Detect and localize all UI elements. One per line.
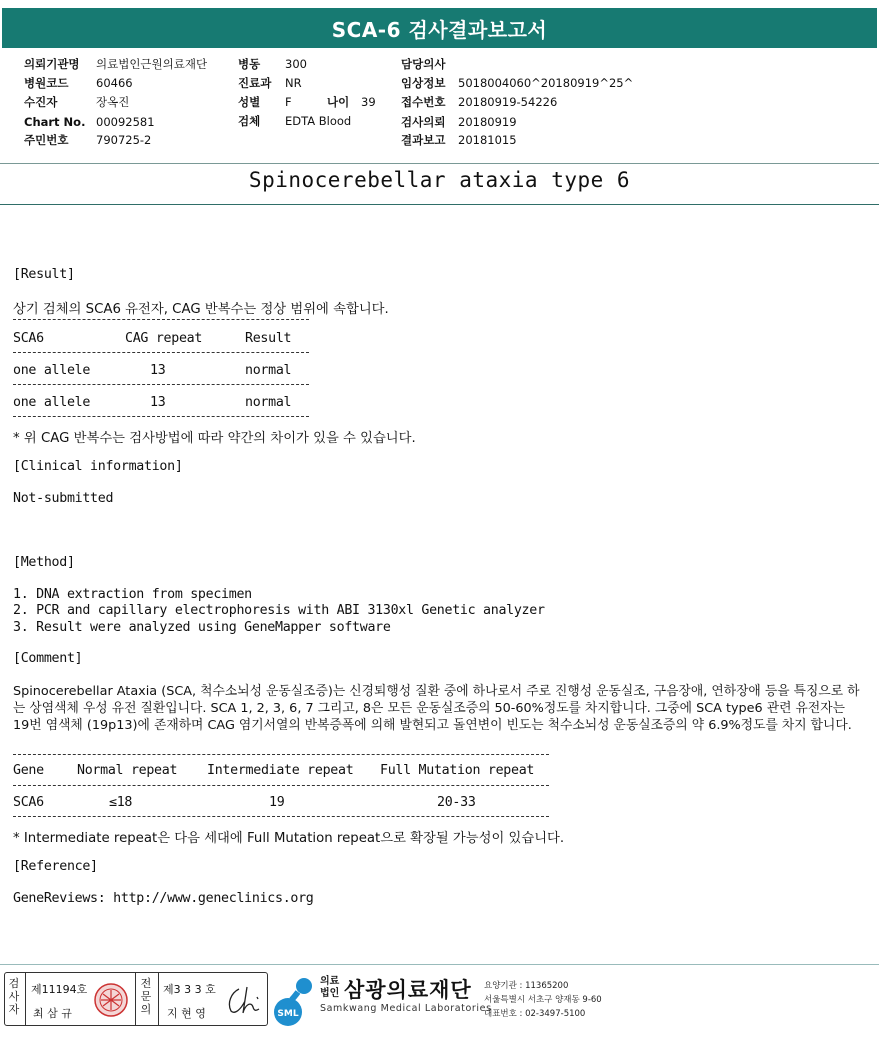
result-note: * 위 CAG 반복수는 검사방법에 따라 약간의 차이가 있을 수 있습니다.	[13, 431, 416, 446]
repeat-col-intermediate: Intermediate repeat	[207, 763, 354, 778]
comment-heading: [Comment]	[13, 651, 83, 666]
box-divider	[158, 973, 159, 1025]
logo-badge-text: SML	[277, 1009, 299, 1019]
specimen-label: 검체	[238, 114, 261, 128]
cag-value: 13	[150, 395, 166, 410]
result-heading: [Result]	[13, 267, 75, 282]
specialist-label: 전 문 의	[140, 977, 152, 1016]
care-code: 요양기관 : 11365200	[484, 981, 569, 991]
clinical-heading: [Clinical information]	[13, 459, 183, 474]
specialist-name: 지 현 영	[167, 1007, 206, 1020]
method-step: 1. DNA extraction from specimen	[13, 587, 252, 602]
repeat-col-gene: Gene	[13, 763, 44, 778]
header-divider	[0, 163, 879, 164]
signature-icon	[223, 981, 263, 1019]
patient-label: 수진자	[24, 95, 58, 109]
cag-value: 13	[150, 363, 166, 378]
org-name: 삼광의료재단	[344, 978, 472, 1002]
report-date-value: 20181015	[458, 133, 517, 147]
institution-label: 의뢰기관명	[24, 57, 80, 71]
sex-label: 성별	[238, 95, 261, 109]
accession-value: 20180919-54226	[458, 95, 558, 109]
ward-value: 300	[285, 57, 307, 71]
table-divider	[13, 319, 309, 320]
specimen-value: EDTA Blood	[285, 114, 352, 128]
chart-label: Chart No.	[24, 115, 86, 129]
tester-name: 최 삼 규	[33, 1007, 72, 1020]
result-col-gene: SCA6	[13, 331, 44, 346]
phone: 대표번호 : 02-3497-5100	[484, 1009, 586, 1019]
repeat-col-normal: Normal repeat	[77, 763, 178, 778]
tester-license: 제11194호	[31, 983, 88, 996]
doctor-label: 담당의사	[401, 57, 446, 71]
patient-info	[0, 56, 879, 156]
result-summary: 상기 검체의 SCA6 유전자, CAG 반복수는 정상 범위에 속합니다.	[13, 302, 389, 317]
allele-label: one allele	[13, 395, 91, 410]
report-date-label: 결과보고	[401, 133, 446, 147]
request-date-label: 검사의뢰	[401, 115, 446, 129]
result-col-result: Result	[245, 331, 292, 346]
box-divider	[135, 973, 136, 1025]
method-heading: [Method]	[13, 555, 75, 570]
result-value: normal	[245, 363, 292, 378]
table-divider	[13, 754, 549, 755]
org-english-name: Samkwang Medical Laboratories	[320, 1003, 492, 1014]
result-col-cag: CAG repeat	[125, 331, 203, 346]
clinical-text: Not-submitted	[13, 491, 114, 506]
report-title: SCA-6 검사결과보고서	[2, 8, 877, 48]
seal-stamp-icon	[93, 982, 129, 1018]
repeat-normal: ≤18	[109, 795, 133, 810]
footer-divider	[0, 964, 879, 965]
result-value: normal	[245, 395, 292, 410]
institution-value: 의료법인근원의료재단	[96, 57, 208, 71]
tester-label: 검 사 자	[8, 977, 20, 1016]
sml-logo-icon	[272, 974, 318, 1026]
hospital-code-value: 60466	[96, 76, 133, 90]
address: 서울특별시 서초구 양재동 9-60	[484, 995, 602, 1005]
table-divider	[13, 816, 549, 817]
comment-note: * Intermediate repeat은 다음 세대에 Full Mutation repeat으로 확장될 가능성이 있습니다.	[13, 831, 565, 846]
table-divider	[13, 416, 309, 417]
rrn-label: 주민번호	[24, 133, 69, 147]
clinical-info-label: 임상정보	[401, 76, 446, 90]
ward-label: 병동	[238, 57, 261, 71]
box-divider	[25, 973, 26, 1025]
comment-paragraph: Spinocerebellar Ataxia (SCA, 척수소뇌성 운동실조증)는 신경퇴행성 질환 중에 하나로서 주로 진행성 운동실조, 구음장애, 연하장애 등을 특징으로 하는 상염색체 우성 유전 질환입니다. SCA 1, 2, 3, 6, 7 그리고, 8은 모든 운동실조증의 50-60%정도를 차지합니다. 그중에 SCA type6 관련 유전자는 19번 염색체 (19p13)에 존재하며 CAG 염기서열의 반복증폭에 의해 발현되고 돌연변이 빈도는 척수소뇌성 운동실조증의 약 6.9%정도를 차지 합니다.	[13, 684, 860, 733]
repeat-intermediate: 19	[269, 795, 285, 810]
reference-heading: [Reference]	[13, 859, 98, 874]
table-divider	[13, 384, 309, 385]
table-divider	[13, 785, 549, 786]
request-date-value: 20180919	[458, 115, 517, 129]
repeat-col-full: Full Mutation repeat	[380, 763, 535, 778]
chart-value: 00092581	[96, 115, 155, 129]
allele-label: one allele	[13, 363, 91, 378]
specialist-license: 제3 3 3 호	[163, 983, 216, 996]
dept-label: 진료과	[238, 76, 272, 90]
method-step: 2. PCR and capillary electrophoresis with ABI 3130xl Genetic analyzer	[13, 603, 545, 618]
method-step: 3. Result were analyzed using GeneMapper software	[13, 620, 391, 635]
accession-label: 접수번호	[401, 95, 446, 109]
org-type: 의료 법인	[320, 976, 340, 999]
patient-value: 장옥진	[96, 95, 130, 109]
signature-box	[4, 972, 268, 1026]
clinical-info-value: 5018004060^20180919^25^	[458, 76, 634, 90]
title-divider	[0, 204, 879, 205]
repeat-gene: SCA6	[13, 795, 44, 810]
age-value: 39	[361, 95, 376, 109]
sex-value: F	[285, 95, 292, 109]
table-divider	[13, 352, 309, 353]
hospital-code-label: 병원코드	[24, 76, 69, 90]
rrn-value: 790725-2	[96, 133, 152, 147]
document-title: Spinocerebellar ataxia type 6	[248, 168, 631, 192]
reference-link[interactable]: GeneReviews: http://www.geneclinics.org	[13, 891, 314, 906]
dept-value: NR	[285, 76, 302, 90]
lab-logo	[272, 972, 872, 1028]
repeat-full: 20-33	[437, 795, 476, 810]
age-label: 나이	[327, 95, 350, 109]
